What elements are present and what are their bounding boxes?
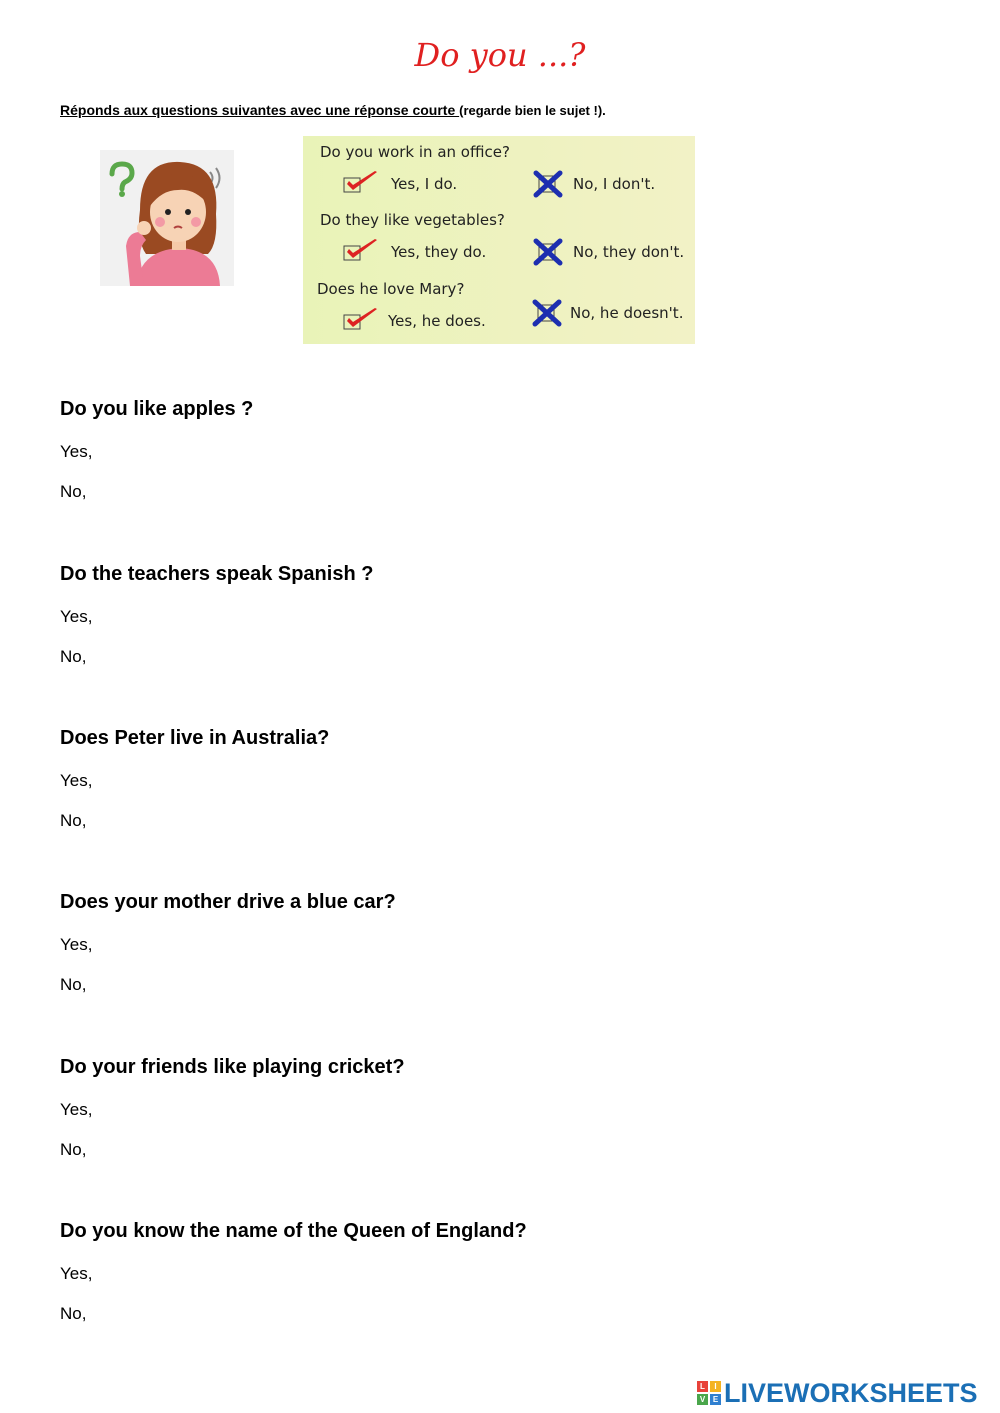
grammar-reference-box xyxy=(303,136,695,344)
grammar-yes-answer: Yes, they do. xyxy=(391,243,487,261)
grammar-yes-answer: Yes, I do. xyxy=(391,175,458,193)
answer-no-label: No, xyxy=(60,1140,87,1159)
answer-yes-label: Yes, xyxy=(60,771,93,790)
logo-letter: E xyxy=(710,1394,721,1405)
grammar-question: Does he love Mary? xyxy=(317,280,465,298)
logo-squares-icon xyxy=(697,1381,721,1405)
exercise-question: Do you like apples ? xyxy=(60,398,254,420)
logo-text: LIVEWORKSHEETS xyxy=(724,1377,978,1408)
check-icon xyxy=(343,238,379,262)
exercise-question: Do your friends like playing cricket? xyxy=(60,1056,405,1078)
logo-letter: I xyxy=(710,1381,721,1392)
grammar-question: Do they like vegetables? xyxy=(320,211,505,229)
answer-no-label: No, xyxy=(60,811,87,830)
answer-yes-label: Yes, xyxy=(60,442,93,461)
grammar-yes-answer: Yes, he does. xyxy=(388,312,486,330)
cross-icon xyxy=(533,238,563,266)
exercise-question: Do the teachers speak Spanish ? xyxy=(60,563,374,585)
grammar-no-answer: No, I don't. xyxy=(573,175,656,193)
exercise-question: Does Peter live in Australia? xyxy=(60,727,330,749)
confused-girl-illustration xyxy=(100,150,234,286)
confused-girl-icon xyxy=(100,150,234,286)
check-icon xyxy=(343,307,379,331)
cross-icon xyxy=(532,299,562,327)
exercise-question: Do you know the name of the Queen of England? xyxy=(60,1220,527,1242)
answer-no-label: No, xyxy=(60,1304,87,1323)
grammar-no-answer: No, he doesn't. xyxy=(570,304,684,322)
logo-letter: V xyxy=(697,1394,708,1405)
answer-yes-label: Yes, xyxy=(60,935,93,954)
instruction-note: (regarde bien le sujet !). xyxy=(459,103,606,118)
answer-no-label: No, xyxy=(60,482,87,501)
answer-yes-label: Yes, xyxy=(60,607,93,626)
instruction-main: Réponds aux questions suivantes avec une réponse courte xyxy=(60,102,460,118)
answer-yes-label: Yes, xyxy=(60,1100,93,1119)
exercise-question: Does your mother drive a blue car? xyxy=(60,891,396,913)
check-icon xyxy=(343,170,379,194)
grammar-no-answer: No, they don't. xyxy=(573,243,685,261)
logo-letter: L xyxy=(697,1381,708,1392)
liveworksheets-logo[interactable] xyxy=(697,1377,978,1409)
grammar-question: Do you work in an office? xyxy=(320,143,510,161)
page-title: Do you ...? xyxy=(414,36,586,74)
instruction xyxy=(60,102,606,118)
answer-yes-label: Yes, xyxy=(60,1264,93,1283)
answer-no-label: No, xyxy=(60,647,87,666)
cross-icon xyxy=(533,170,563,198)
answer-no-label: No, xyxy=(60,975,87,994)
